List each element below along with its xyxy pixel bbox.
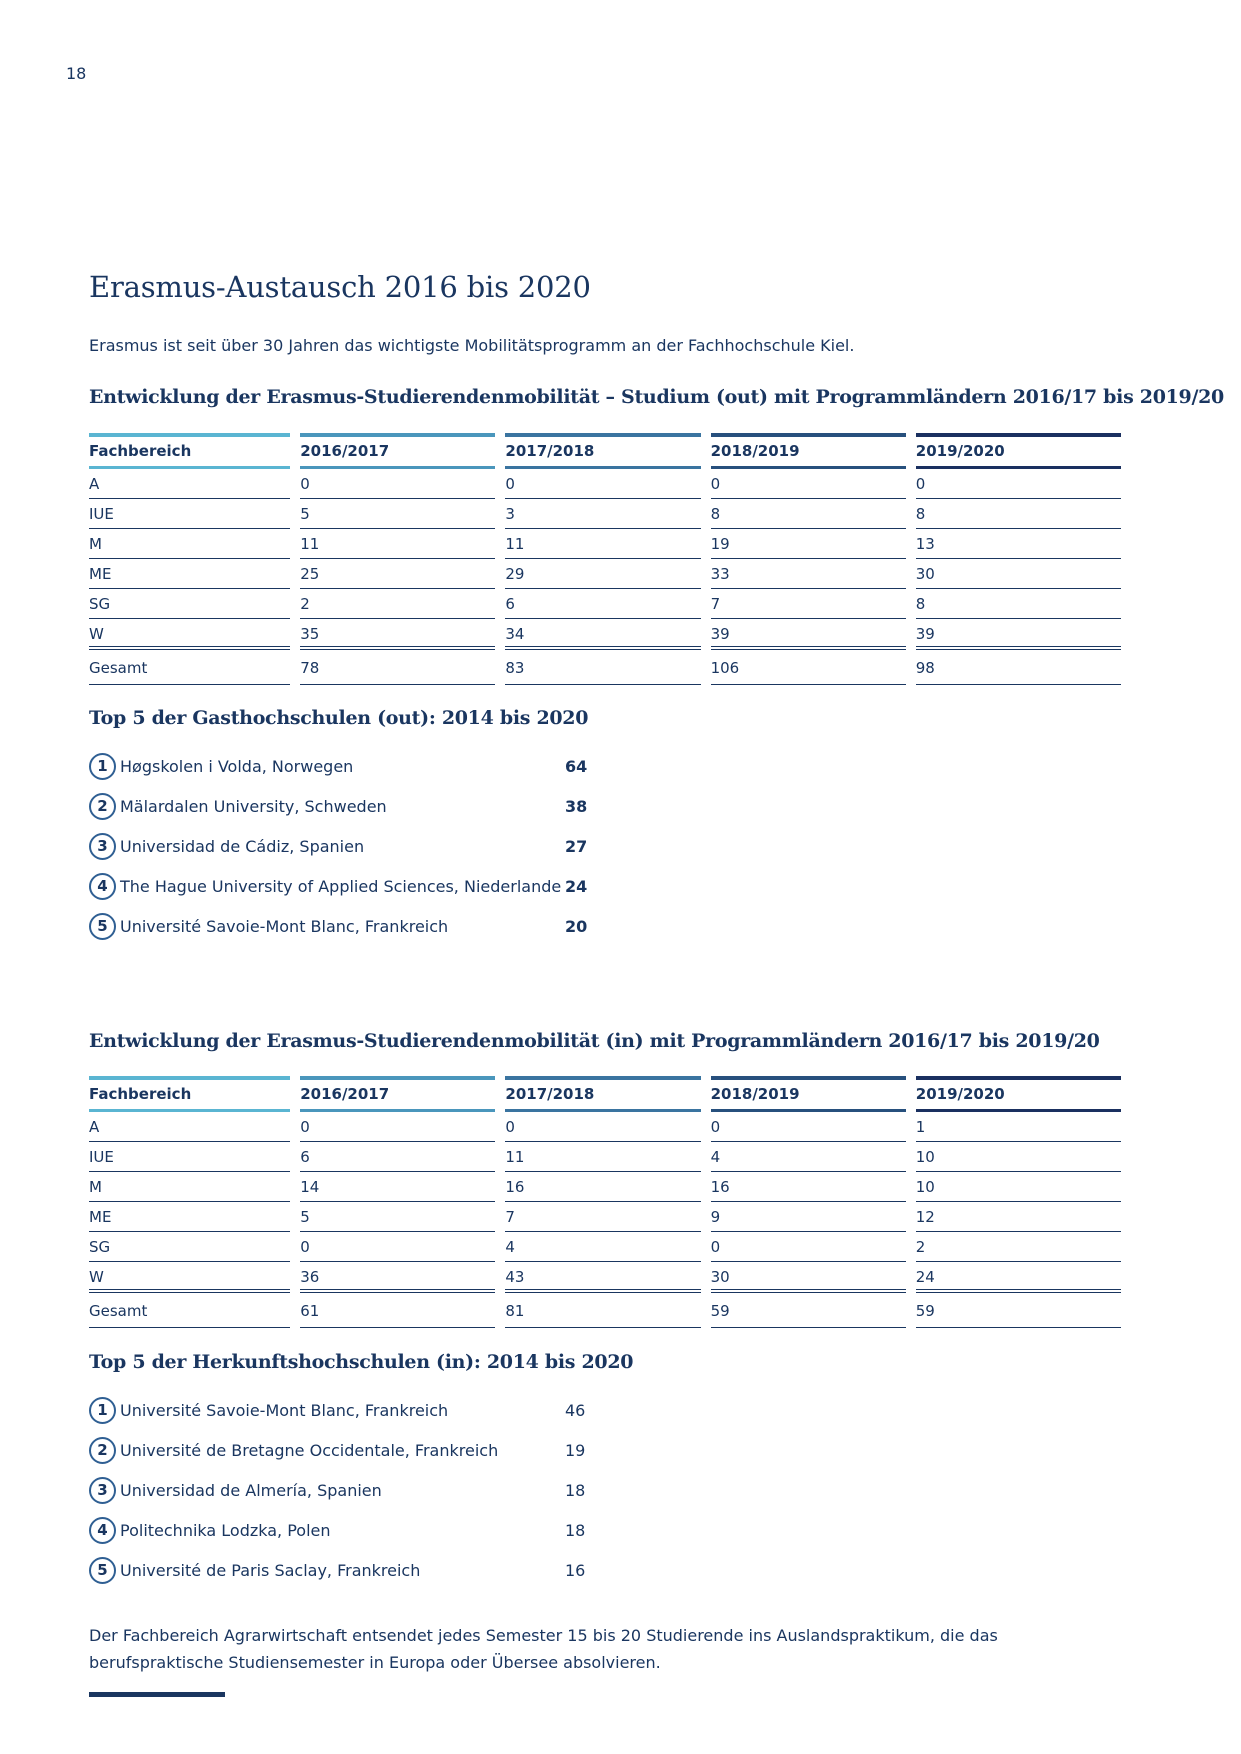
table-cell: M (89, 529, 300, 559)
table-row (89, 619, 1121, 650)
list-item (89, 866, 609, 906)
table-row (89, 1232, 1121, 1262)
table-cell: 5 (300, 1202, 505, 1232)
table-cell: 16 (711, 1172, 916, 1202)
table-cell: 16 (505, 1172, 710, 1202)
student-count: 64 (565, 756, 588, 776)
table-cell: 0 (300, 1112, 505, 1142)
table-cell: 61 (300, 1293, 505, 1328)
table-cell: 59 (916, 1293, 1121, 1328)
table-cell: 39 (916, 619, 1121, 650)
table-cell: 13 (916, 529, 1121, 559)
table-cell: 39 (711, 619, 916, 650)
rank-badge: 2 (89, 1437, 116, 1464)
table-cell: 4 (505, 1232, 710, 1262)
table-cell: 2 (916, 1232, 1121, 1262)
list-item (89, 1550, 609, 1590)
column-header-2017-2018: 2017/2018 (505, 433, 710, 469)
university-name: Politechnika Lodzka, Polen (120, 1520, 331, 1540)
footer-divider (89, 1692, 225, 1697)
table-cell: 11 (505, 529, 710, 559)
table-cell: 10 (916, 1142, 1121, 1172)
student-count: 16 (565, 1560, 586, 1580)
out-mobility-table (89, 433, 1121, 685)
table-cell: 14 (300, 1172, 505, 1202)
list-item (89, 1390, 609, 1430)
list-item (89, 1430, 609, 1470)
table-cell: M (89, 1172, 300, 1202)
table-cell: 8 (711, 499, 916, 529)
table-row (89, 1112, 1121, 1142)
table-cell: 12 (916, 1202, 1121, 1232)
student-count: 18 (565, 1480, 586, 1500)
table-cell: A (89, 1112, 300, 1142)
student-count: 38 (565, 796, 588, 816)
table-cell: 30 (711, 1262, 916, 1293)
table-cell: 35 (300, 619, 505, 650)
table-cell: 36 (300, 1262, 505, 1293)
rank-badge: 1 (89, 753, 116, 780)
rank-badge: 1 (89, 1397, 116, 1424)
table-cell: IUE (89, 1142, 300, 1172)
table-cell: Gesamt (89, 650, 300, 685)
list-item (89, 906, 609, 946)
table-row (89, 589, 1121, 619)
table-cell: 11 (300, 529, 505, 559)
university-name: Høgskolen i Volda, Norwegen (120, 756, 354, 776)
out-table-heading: Entwicklung der Erasmus-Studierendenmobilität – Studium (out) mit Programmländern 2016/17 bis 2019/20 (89, 386, 1224, 408)
university-name: Mälardalen University, Schweden (120, 796, 387, 816)
page-title: Erasmus-Austausch 2016 bis 2020 (89, 270, 591, 304)
table-row (89, 1202, 1121, 1232)
table-cell: 7 (711, 589, 916, 619)
table-header-row (89, 433, 1121, 469)
table-cell: 24 (916, 1262, 1121, 1293)
list-item (89, 1510, 609, 1550)
table-cell: Gesamt (89, 1293, 300, 1328)
table-cell: 6 (300, 1142, 505, 1172)
university-name: Universidad de Cádiz, Spanien (120, 836, 365, 856)
column-header-2016-2017: 2016/2017 (300, 1076, 505, 1112)
table-row (89, 1142, 1121, 1172)
table-header-row (89, 1076, 1121, 1112)
page-number: 18 (66, 64, 87, 83)
table-cell: W (89, 1262, 300, 1293)
table-cell: 43 (505, 1262, 710, 1293)
table-cell: 10 (916, 1172, 1121, 1202)
table-cell: 81 (505, 1293, 710, 1328)
table-cell: ME (89, 559, 300, 589)
table-row (89, 499, 1121, 529)
column-header-2019-2020: 2019/2020 (916, 433, 1121, 469)
table-cell: 0 (300, 469, 505, 499)
university-name: Universidad de Almería, Spanien (120, 1480, 382, 1500)
table-cell: 2 (300, 589, 505, 619)
in-table-heading: Entwicklung der Erasmus-Studierendenmobilität (in) mit Programmländern 2016/17 bis 2019/20 (89, 1030, 1100, 1052)
table-cell: 11 (505, 1142, 710, 1172)
student-count: 19 (565, 1440, 586, 1460)
table-cell: 1 (916, 1112, 1121, 1142)
student-count: 20 (565, 916, 588, 936)
table-cell: W (89, 619, 300, 650)
table-cell: 25 (300, 559, 505, 589)
column-header-2018-2019: 2018/2019 (711, 433, 916, 469)
rank-badge: 5 (89, 1557, 116, 1584)
rank-badge: 4 (89, 1517, 116, 1544)
student-count: 18 (565, 1520, 586, 1540)
in-mobility-table (89, 1076, 1121, 1328)
table-row (89, 1172, 1121, 1202)
table-cell: 34 (505, 619, 710, 650)
table-cell: 0 (505, 469, 710, 499)
column-header-fachbereich: Fachbereich (89, 433, 300, 469)
table-cell: 5 (300, 499, 505, 529)
rank-badge: 2 (89, 793, 116, 820)
university-name: Université de Bretagne Occidentale, Frankreich (120, 1440, 499, 1460)
table-cell: 19 (711, 529, 916, 559)
table-row (89, 469, 1121, 499)
table-cell: 98 (916, 650, 1121, 685)
table-cell: ME (89, 1202, 300, 1232)
table-cell: A (89, 469, 300, 499)
student-count: 46 (565, 1400, 586, 1420)
table-cell: 0 (711, 1112, 916, 1142)
rank-badge: 5 (89, 913, 116, 940)
column-header-2018-2019: 2018/2019 (711, 1076, 916, 1112)
top-host-universities-list (89, 746, 609, 946)
rank-badge: 4 (89, 873, 116, 900)
rank-badge: 3 (89, 833, 116, 860)
table-cell: 0 (505, 1112, 710, 1142)
table-cell: 59 (711, 1293, 916, 1328)
column-header-2017-2018: 2017/2018 (505, 1076, 710, 1112)
column-header-2019-2020: 2019/2020 (916, 1076, 1121, 1112)
table-cell: 106 (711, 650, 916, 685)
table-cell: 78 (300, 650, 505, 685)
table-row (89, 529, 1121, 559)
top-origin-universities-list (89, 1390, 609, 1590)
table-cell: 29 (505, 559, 710, 589)
table-cell: 4 (711, 1142, 916, 1172)
table-cell: 8 (916, 499, 1121, 529)
university-name: The Hague University of Applied Sciences, Niederlande (120, 876, 562, 896)
table-cell: 8 (916, 589, 1121, 619)
table-cell: 83 (505, 650, 710, 685)
table-total-row (89, 650, 1121, 685)
table-cell: 3 (505, 499, 710, 529)
table-cell: 7 (505, 1202, 710, 1232)
column-header-fachbereich: Fachbereich (89, 1076, 300, 1112)
table-cell: 30 (916, 559, 1121, 589)
table-cell: 0 (711, 1232, 916, 1262)
student-count: 24 (565, 876, 588, 896)
table-cell: 33 (711, 559, 916, 589)
table-cell: 9 (711, 1202, 916, 1232)
table-row (89, 1262, 1121, 1293)
table-cell: 6 (505, 589, 710, 619)
table-row (89, 559, 1121, 589)
list-item (89, 826, 609, 866)
table-cell: 0 (300, 1232, 505, 1262)
top-out-heading: Top 5 der Gasthochschulen (out): 2014 bis 2020 (89, 707, 589, 729)
top-in-heading: Top 5 der Herkunftshochschulen (in): 2014 bis 2020 (89, 1351, 634, 1373)
table-cell: SG (89, 1232, 300, 1262)
list-item (89, 746, 609, 786)
table-cell: 0 (916, 469, 1121, 499)
intro-text: Erasmus ist seit über 30 Jahren das wichtigste Mobilitätsprogramm an der Fachhochschule Kiel. (89, 336, 855, 355)
table-cell: IUE (89, 499, 300, 529)
list-item (89, 786, 609, 826)
column-header-2016-2017: 2016/2017 (300, 433, 505, 469)
rank-badge: 3 (89, 1477, 116, 1504)
table-cell: SG (89, 589, 300, 619)
table-cell: 0 (711, 469, 916, 499)
student-count: 27 (565, 836, 588, 856)
table-total-row (89, 1293, 1121, 1328)
footer-text: Der Fachbereich Agrarwirtschaft entsendet jedes Semester 15 bis 20 Studierende ins Auslandspraktikum, die das berufspraktische Studiensemester in Europa oder Übersee absolvieren. (89, 1626, 998, 1672)
university-name: Université Savoie-Mont Blanc, Frankreich (120, 916, 449, 936)
list-item (89, 1470, 609, 1510)
university-name: Université Savoie-Mont Blanc, Frankreich (120, 1400, 449, 1420)
university-name: Université de Paris Saclay, Frankreich (120, 1560, 421, 1580)
